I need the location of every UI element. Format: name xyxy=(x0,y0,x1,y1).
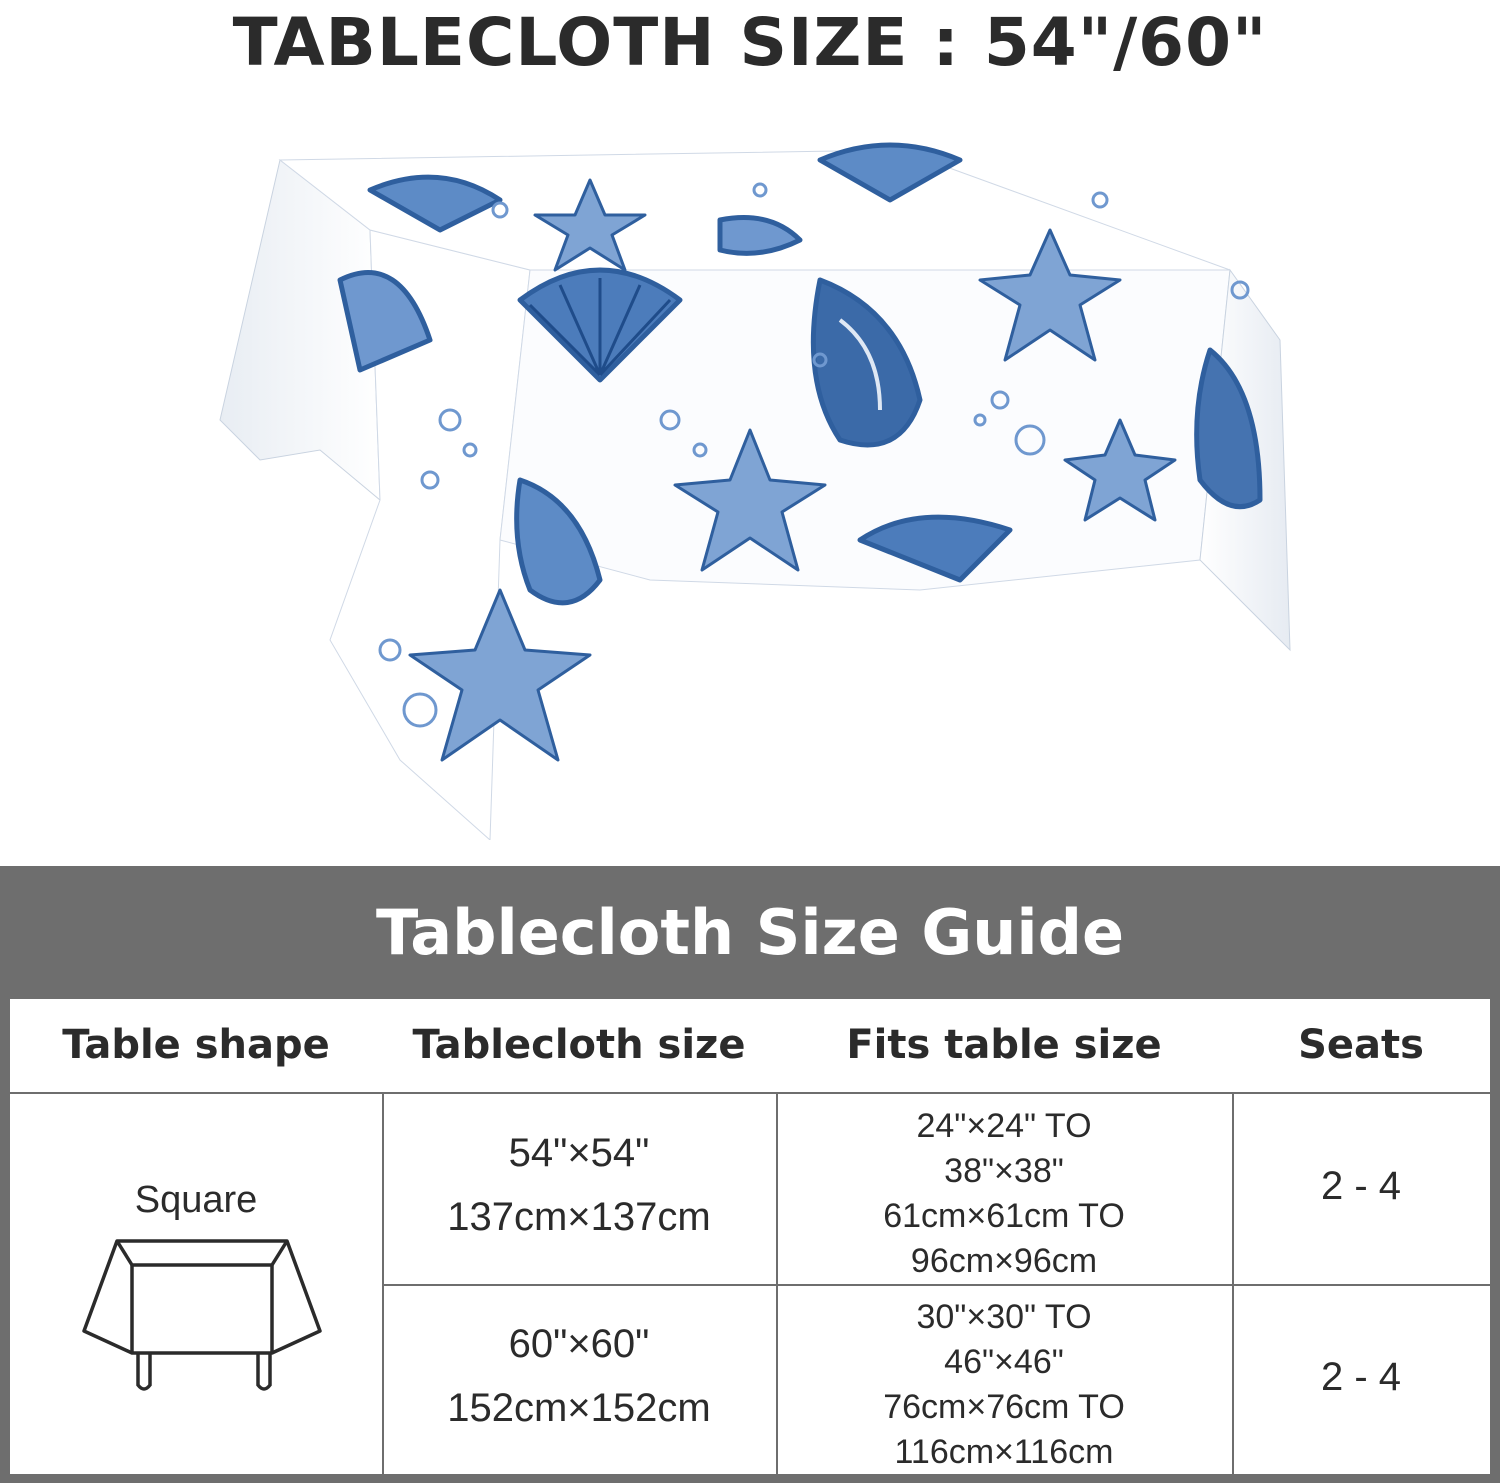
header-table-shape: Table shape xyxy=(62,1022,330,1068)
square-tablecloth-icon xyxy=(72,1235,332,1415)
page-title: TABLECLOTH SIZE : 54"/60" xyxy=(232,4,1268,81)
tablecloth-size-cm: 137cm×137cm xyxy=(447,1195,711,1239)
size-guide-title: Tablecloth Size Guide xyxy=(375,896,1125,969)
tablecloth-size-inches: 60"×60" xyxy=(508,1322,650,1366)
header-tablecloth-size: Tablecloth size xyxy=(412,1022,746,1068)
table-shape-label: Square xyxy=(134,1179,258,1221)
fit-cm-to: 116cm×116cm xyxy=(894,1433,1114,1471)
tablecloth-product-image xyxy=(200,120,1310,840)
table-row xyxy=(382,1121,776,1249)
fit-inches-to: 46"×46" xyxy=(944,1343,1064,1381)
header-fits-table-size: Fits table size xyxy=(846,1022,1162,1068)
fits-table-size-cell xyxy=(776,1295,1232,1475)
seats-value: 2 - 4 xyxy=(1320,1355,1402,1399)
divider xyxy=(382,1284,1490,1286)
tablecloth-size-cm: 152cm×152cm xyxy=(447,1386,711,1430)
fit-cm-from: 76cm×76cm TO xyxy=(883,1388,1125,1426)
fit-inches-to: 38"×38" xyxy=(944,1152,1064,1190)
fits-table-size-cell xyxy=(776,1104,1232,1284)
fit-inches-from: 24"×24" TO xyxy=(916,1107,1092,1145)
header-seats: Seats xyxy=(1298,1022,1424,1068)
table-header-row xyxy=(10,999,1490,1094)
fit-cm-from: 61cm×61cm TO xyxy=(883,1197,1125,1235)
table-row xyxy=(382,1312,776,1440)
fit-inches-from: 30"×30" TO xyxy=(916,1298,1092,1336)
tablecloth-size-inches: 54"×54" xyxy=(508,1131,650,1175)
size-guide-table xyxy=(10,999,1490,1474)
seats-value: 2 - 4 xyxy=(1320,1164,1402,1208)
fit-cm-to: 96cm×96cm xyxy=(910,1242,1098,1280)
size-guide xyxy=(0,866,1500,1483)
